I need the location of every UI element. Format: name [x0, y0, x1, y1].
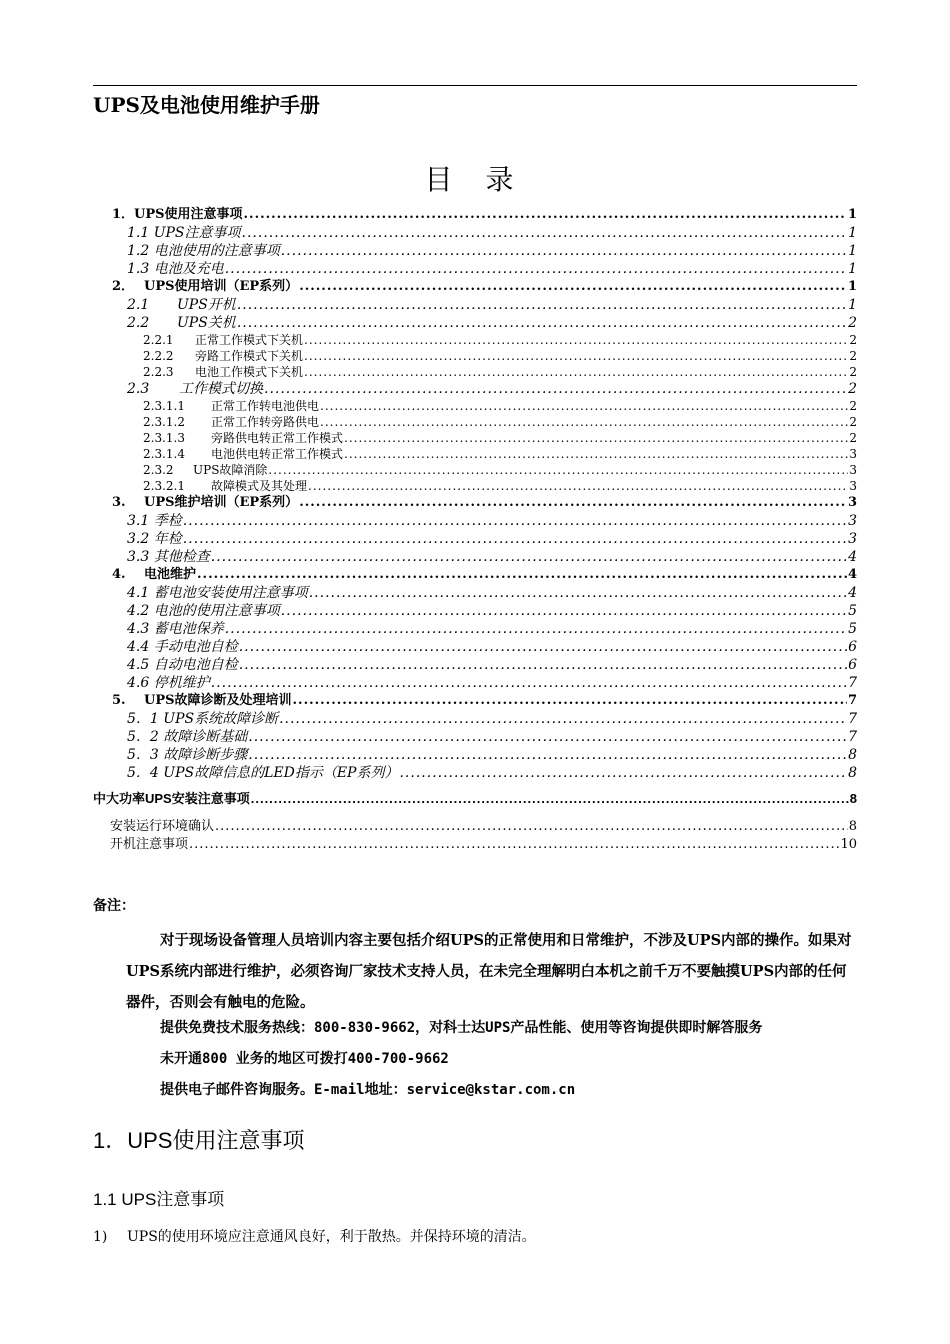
toc-entry[interactable]: [93, 790, 857, 808]
toc-entry-page: 3: [849, 447, 857, 461]
toc-entry-label: 正常工作模式下关机: [195, 333, 304, 347]
toc-entry[interactable]: [110, 817, 857, 835]
toc-leader: [304, 364, 848, 380]
toc-leader: [225, 260, 847, 278]
toc-leader: [211, 674, 847, 692]
toc-entry-number: 1．: [112, 207, 135, 222]
notes-paragraph: 对于现场设备管理人员培训内容主要包括介绍UPS的正常使用和日常维护，不涉及UPS内部的操作。如果对UPS系统内部进行维护，必须咨询厂家技术支持人员，在未完全理解明白本机之前千万不要触摸UPS内部的任何器件，否则会有触电的危险。: [126, 932, 852, 1011]
toc-entry[interactable]: [110, 835, 857, 853]
toc-entry[interactable]: [112, 566, 857, 584]
toc-entry-page: 7: [847, 693, 857, 708]
toc-entry-number: 2.3.2.1: [143, 479, 185, 493]
toc-entry[interactable]: [127, 224, 857, 242]
list-item: [93, 1226, 536, 1246]
section-heading: 1．UPS使用注意事项: [93, 1128, 305, 1153]
toc-entry-label: 故障模式及其处理: [211, 479, 308, 493]
toc-entry[interactable]: [127, 512, 857, 530]
toc-title: 目 录: [424, 163, 526, 196]
header-rule: [93, 85, 857, 86]
toc-leader: [183, 530, 847, 548]
toc-leader: [281, 242, 847, 260]
toc-entry-label: 中大功率UPS安装注意事项: [93, 791, 250, 806]
toc-entry-label: 5．1 UPS系统故障诊断: [127, 711, 279, 727]
toc-entry-page: 3: [848, 531, 857, 547]
toc-entry-label: 4.3 蓄电池保养: [127, 621, 224, 637]
toc-entry-number: 3.: [112, 495, 126, 510]
toc-entry-label: 正常工作转电池供电: [211, 399, 320, 413]
toc-leader: [242, 224, 848, 242]
toc-entry[interactable]: [127, 314, 857, 332]
toc-entry-label: UPS关机: [177, 315, 236, 331]
toc-entry-label: 正常工作转旁路供电: [211, 415, 320, 429]
toc-entry-number: 2.2: [127, 315, 150, 331]
toc-entry-page: 4: [848, 585, 857, 601]
toc-entry-label: 4.1 蓄电池安装使用注意事项: [127, 585, 308, 601]
toc-leader: [304, 332, 848, 348]
toc-entry-page: 6: [848, 657, 857, 673]
toc-entry[interactable]: [143, 462, 857, 478]
toc-entry[interactable]: [127, 656, 857, 674]
toc-entry[interactable]: [143, 446, 857, 462]
toc-entry-number: 2.1: [127, 297, 150, 313]
toc-entry-page: 8: [848, 765, 857, 781]
toc-entry[interactable]: [143, 430, 857, 446]
toc-leader: [251, 790, 849, 808]
toc-entry[interactable]: [127, 380, 857, 398]
toc-entry-label: 5．3 故障诊断步骤: [127, 747, 248, 763]
toc-entry-page: 2: [849, 415, 857, 429]
toc-entry-label: 安装运行环境确认: [110, 818, 215, 833]
toc-entry-page: 3: [849, 479, 857, 493]
toc-entry-page: 2: [848, 315, 857, 331]
toc-entry-page: 1: [847, 207, 857, 222]
toc-leader: [197, 566, 847, 584]
toc-entry[interactable]: [127, 620, 857, 638]
toc-entry-label: 4.6 停机维护: [127, 675, 210, 691]
toc-entry-page: 3: [849, 463, 857, 477]
toc-entry-page: 3: [847, 495, 857, 510]
toc-entry[interactable]: [127, 242, 857, 260]
toc-entry[interactable]: [143, 348, 857, 364]
toc-entry-number: 2.3: [127, 381, 150, 397]
toc-entry-page: 5: [848, 621, 857, 637]
toc-entry-page: 4: [847, 567, 857, 582]
toc-leader: [189, 836, 839, 853]
toc-entry-label: UPS开机: [177, 297, 236, 313]
toc-entry-page: 7: [848, 675, 857, 691]
toc-entry[interactable]: [127, 764, 857, 782]
toc-entry-page: 5: [848, 603, 857, 619]
toc-leader: [304, 348, 848, 364]
toc-entry[interactable]: [127, 728, 857, 746]
toc-entry[interactable]: [143, 332, 857, 348]
toc-entry[interactable]: [127, 710, 857, 728]
toc-leader: [248, 728, 847, 746]
toc-entry-page: 2: [848, 381, 857, 397]
toc-entry-page: 1: [848, 261, 857, 277]
toc-entry[interactable]: [143, 398, 857, 414]
toc-leader: [268, 462, 848, 478]
toc-entry-label: 旁路工作模式下关机: [195, 349, 304, 363]
notes-label: 备注：: [93, 898, 135, 914]
toc-entry-number: 2.2.3: [143, 365, 174, 379]
toc-entry-page: 6: [848, 639, 857, 655]
toc-leader: [215, 818, 848, 835]
toc-entry-label: 电池供电转正常工作模式: [211, 447, 344, 461]
toc-leader: [237, 314, 847, 332]
toc-leader: [248, 746, 847, 764]
toc-entry-label: 4.2 电池的使用注意事项: [127, 603, 280, 619]
document-header-title: UPS及电池使用维护手册: [93, 93, 320, 117]
toc-entry-page: 8: [848, 747, 857, 763]
list-item-text: UPS的使用环境应注意通风良好，利于散热。并保持环境的清洁。: [127, 1229, 536, 1245]
toc-leader: [299, 494, 847, 512]
toc-entry[interactable]: [143, 364, 857, 380]
toc-leader: [344, 430, 848, 446]
toc-leader: [264, 380, 847, 398]
toc-entry-number: 4.: [112, 567, 126, 582]
toc-leader: [344, 446, 848, 462]
toc-entry-number: 2.3.1.3: [143, 431, 185, 445]
toc-entry-label: 旁路供电转正常工作模式: [211, 431, 344, 445]
toc-entry-label: UPS使用培训（EP系列）: [144, 279, 299, 294]
toc-entry-label: 3.1 季检: [127, 513, 182, 529]
toc-entry-number: 2.2.2: [143, 349, 174, 363]
toc-entry[interactable]: [143, 478, 857, 494]
toc-entry[interactable]: [127, 602, 857, 620]
toc-entry[interactable]: [143, 414, 857, 430]
toc-leader: [225, 620, 847, 638]
toc-entry-label: 电池工作模式下关机: [195, 365, 304, 379]
toc-entry-page: 8: [848, 819, 857, 834]
toc-leader: [239, 656, 847, 674]
toc-entry[interactable]: [112, 278, 857, 296]
toc-entry-label: UPS维护培训（EP系列）: [144, 495, 299, 510]
toc-leader: [281, 602, 847, 620]
toc-leader: [239, 638, 847, 656]
toc-leader: [309, 584, 847, 602]
toc-entry-number: 2．: [112, 279, 135, 294]
toc-leader: [308, 478, 848, 494]
toc-entry-page: 1: [848, 297, 857, 313]
toc-leader: [244, 206, 847, 224]
toc-entry-page: 1: [848, 225, 857, 241]
toc-entry-page: 3: [848, 513, 857, 529]
subsection-heading: 1.1 UPS注意事项: [93, 1190, 225, 1209]
toc-entry[interactable]: [127, 260, 857, 278]
toc-entry[interactable]: [112, 494, 857, 512]
toc-entry-page: 2: [849, 349, 857, 363]
toc-entry-label: 5．4 UPS故障信息的LED指示（EP系列）: [127, 765, 399, 781]
toc-leader: [320, 414, 848, 430]
toc-leader: [299, 278, 847, 296]
toc-entry-number: 2.3.1.2: [143, 415, 185, 429]
toc-entry-page: 2: [849, 431, 857, 445]
toc-entry-label: 5．2 故障诊断基础: [127, 729, 248, 745]
toc-leader: [183, 512, 847, 530]
support-400-number: 未开通800 业务的地区可拨打400-700-9662: [160, 1051, 449, 1067]
toc-entry[interactable]: [127, 548, 857, 566]
toc-entry-label: 4.4 手动电池自检: [127, 639, 238, 655]
toc-entry[interactable]: [127, 296, 857, 314]
support-hotline: 提供免费技术服务热线：800-830-9662，对科士达UPS产品性能、使用等咨询提供即时解答服务: [160, 1020, 763, 1036]
toc-entry-page: 7: [848, 729, 857, 745]
toc-entry-label: 电池维护: [144, 567, 197, 582]
toc-entry-label: UPS使用注意事项: [134, 207, 243, 222]
toc-entry-label: 1.2 电池使用的注意事项: [127, 243, 280, 259]
support-email: 提供电子邮件咨询服务。E-mail地址：service@kstar.com.cn: [160, 1082, 576, 1098]
toc-leader: [211, 548, 847, 566]
toc-entry[interactable]: [127, 584, 857, 602]
toc-entry-number: 2.3.2: [143, 463, 174, 477]
toc-entry-label: 3.3 其他检查: [127, 549, 210, 565]
toc-entry-label: 4.5 自动电池自检: [127, 657, 238, 673]
toc-entry[interactable]: [127, 746, 857, 764]
toc-entry-page: 8: [849, 791, 857, 806]
toc-entry-label: 1.1 UPS注意事项: [127, 225, 241, 241]
toc-entry[interactable]: [127, 638, 857, 656]
toc-entry[interactable]: [127, 674, 857, 692]
toc-leader: [320, 398, 848, 414]
list-item-number: 1): [93, 1229, 108, 1245]
toc-entry-label: 工作模式切换: [179, 381, 263, 397]
toc-leader: [399, 764, 847, 782]
toc-entry-number: 2.2.1: [143, 333, 174, 347]
toc-entry-label: 开机注意事项: [110, 836, 189, 851]
toc-entry-page: 4: [848, 549, 857, 565]
toc-leader: [293, 692, 847, 710]
toc-entry-page: 1: [848, 243, 857, 259]
toc-entry-label: UPS故障消除: [193, 463, 268, 477]
toc-entry-number: 2.3.1.4: [143, 447, 185, 461]
toc-entry[interactable]: [112, 692, 857, 710]
toc-entry-label: UPS故障诊断及处理培训: [144, 693, 292, 708]
toc-entry-label: 1.3 电池及充电: [127, 261, 224, 277]
toc-leader: [279, 710, 847, 728]
toc-entry[interactable]: [127, 530, 857, 548]
toc-entry-page: 1: [847, 279, 857, 294]
toc-entry[interactable]: [112, 206, 857, 224]
toc-entry-page: 2: [849, 399, 857, 413]
toc-entry-page: 2: [849, 365, 857, 379]
toc-entry-page: 7: [848, 711, 857, 727]
toc-entry-number: 5.: [112, 693, 126, 708]
toc-entry-page: 2: [849, 333, 857, 347]
toc-entry-label: 3.2 年检: [127, 531, 182, 547]
toc-entry-number: 2.3.1.1: [143, 399, 185, 413]
toc-entry-page: 10: [840, 837, 857, 852]
toc-leader: [237, 296, 847, 314]
